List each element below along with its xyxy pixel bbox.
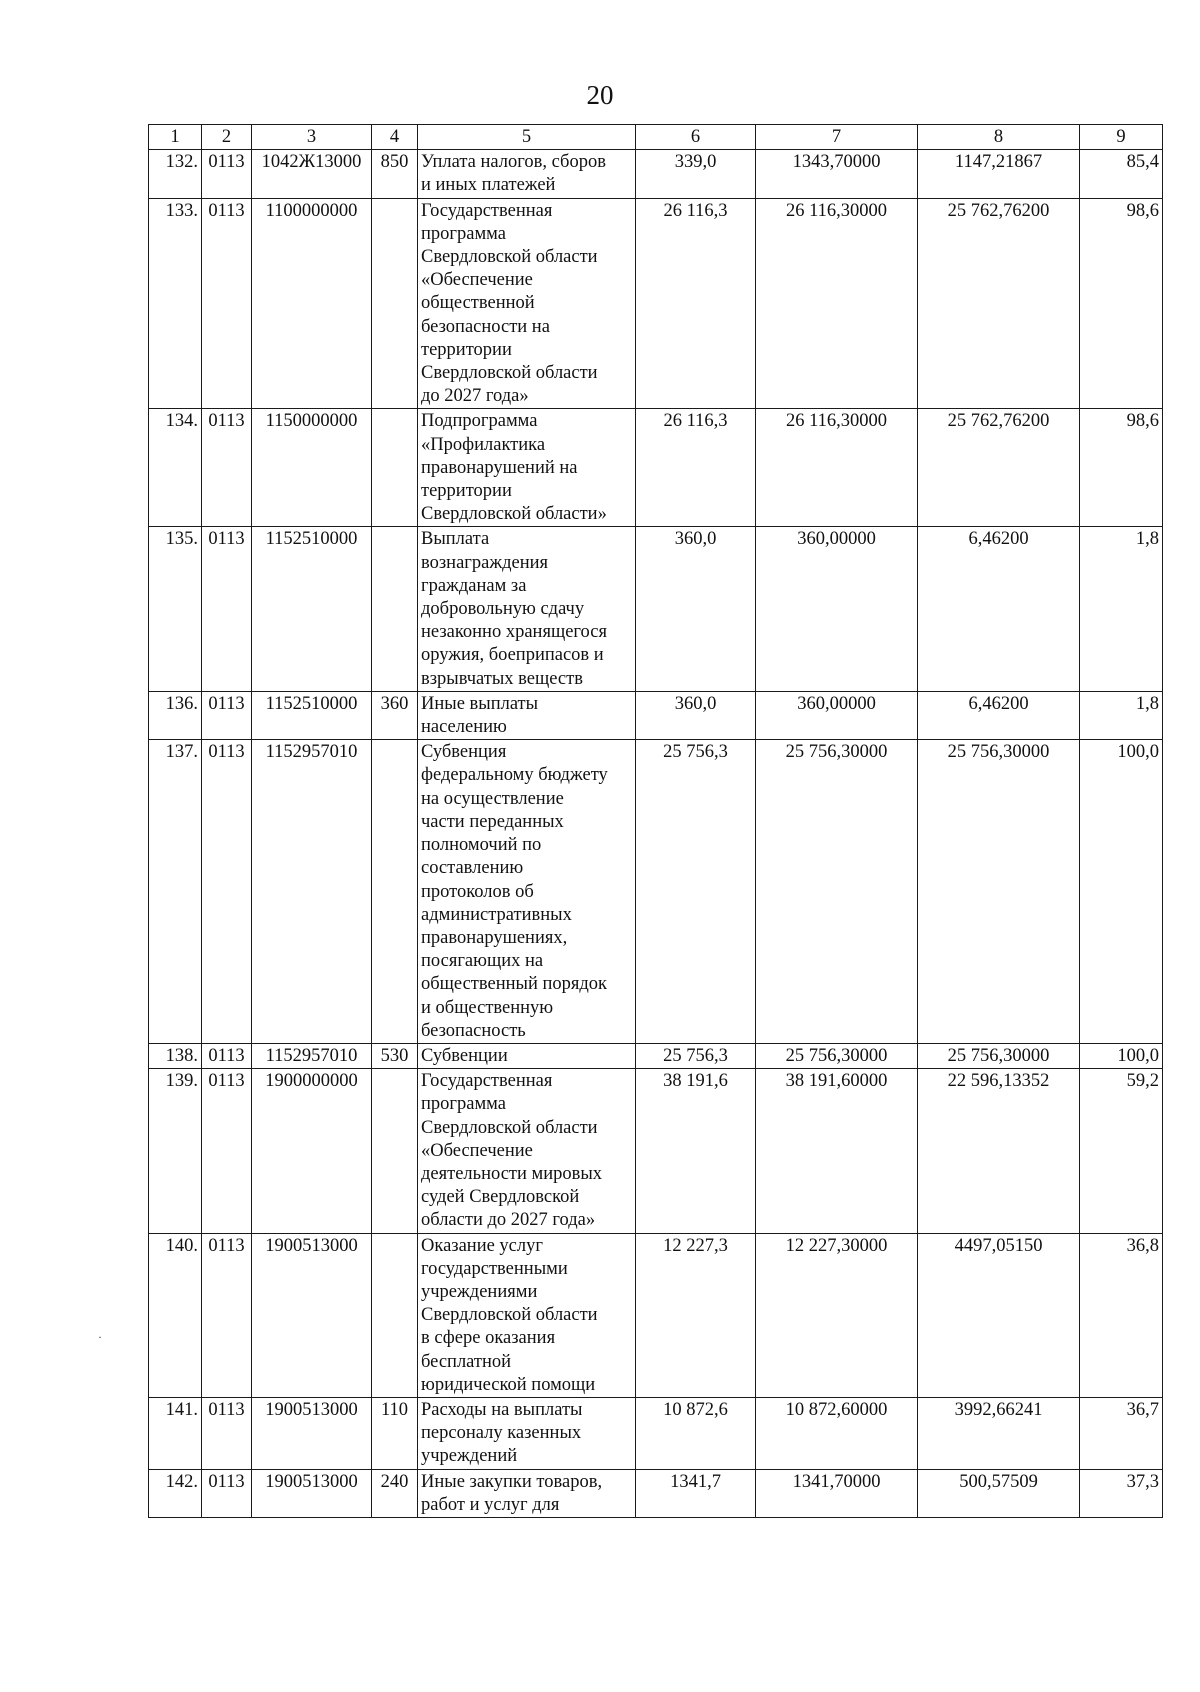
execution-percent-cell: 36,7 xyxy=(1080,1397,1163,1469)
expense-type-code-cell: 850 xyxy=(372,150,418,198)
target-article-code-cell: 1900000000 xyxy=(252,1069,372,1233)
executed-amount-cell: 22 596,13352 xyxy=(918,1069,1080,1233)
table-row xyxy=(149,740,1163,1044)
section-code-cell: 0113 xyxy=(202,1069,252,1233)
approved-amount-cell: 25 756,3 xyxy=(636,740,756,1044)
row-number-cell: 142. xyxy=(149,1469,202,1517)
executed-amount-cell: 1147,21867 xyxy=(918,150,1080,198)
section-code-cell: 0113 xyxy=(202,1469,252,1517)
item-name-cell: Расходы на выплаты персоналу казенных учреждений xyxy=(418,1397,636,1469)
execution-percent-cell: 100,0 xyxy=(1080,740,1163,1044)
expense-type-code-cell: 240 xyxy=(372,1469,418,1517)
approved-amount-cell: 360,0 xyxy=(636,691,756,739)
item-name-cell: Государственная программа Свердловской области «Обеспечение общественной безопасности на территории Свердловской области до 2027 года» xyxy=(418,198,636,409)
target-article-code-cell: 1152957010 xyxy=(252,1043,372,1068)
approved-amount-cell: 26 116,3 xyxy=(636,198,756,409)
section-code-cell: 0113 xyxy=(202,1397,252,1469)
table-row xyxy=(149,527,1163,691)
executed-amount-cell: 25 756,30000 xyxy=(918,740,1080,1044)
planned-amount-cell: 1343,70000 xyxy=(756,150,918,198)
section-code-cell: 0113 xyxy=(202,409,252,527)
approved-amount-cell: 10 872,6 xyxy=(636,1397,756,1469)
table-row xyxy=(149,198,1163,409)
execution-percent-cell: 37,3 xyxy=(1080,1469,1163,1517)
section-code-cell: 0113 xyxy=(202,527,252,691)
column-header-7: 7 xyxy=(756,125,918,150)
row-number-cell: 135. xyxy=(149,527,202,691)
item-name-cell: Подпрограмма «Профилактика правонарушений на территории Свердловской области» xyxy=(418,409,636,527)
planned-amount-cell: 12 227,30000 xyxy=(756,1233,918,1397)
approved-amount-cell: 360,0 xyxy=(636,527,756,691)
approved-amount-cell: 26 116,3 xyxy=(636,409,756,527)
planned-amount-cell: 26 116,30000 xyxy=(756,409,918,527)
table-row xyxy=(149,691,1163,739)
section-code-cell: 0113 xyxy=(202,198,252,409)
column-header-9: 9 xyxy=(1080,125,1163,150)
planned-amount-cell: 1341,70000 xyxy=(756,1469,918,1517)
row-number-cell: 134. xyxy=(149,409,202,527)
expense-type-code-cell xyxy=(372,198,418,409)
column-header-3: 3 xyxy=(252,125,372,150)
row-number-cell: 140. xyxy=(149,1233,202,1397)
table-row xyxy=(149,1069,1163,1233)
table-body xyxy=(149,150,1163,1518)
execution-percent-cell: 100,0 xyxy=(1080,1043,1163,1068)
budget-table xyxy=(148,124,1163,1518)
executed-amount-cell: 500,57509 xyxy=(918,1469,1080,1517)
item-name-cell: Государственная программа Свердловской области «Обеспечение деятельности мировых судей Свердловской области до 2027 года» xyxy=(418,1069,636,1233)
execution-percent-cell: 98,6 xyxy=(1080,409,1163,527)
table-row xyxy=(149,150,1163,198)
approved-amount-cell: 339,0 xyxy=(636,150,756,198)
item-name-cell: Субвенции xyxy=(418,1043,636,1068)
column-header-5: 5 xyxy=(418,125,636,150)
table-row xyxy=(149,409,1163,527)
approved-amount-cell: 25 756,3 xyxy=(636,1043,756,1068)
row-number-cell: 133. xyxy=(149,198,202,409)
item-name-cell: Иные выплаты населению xyxy=(418,691,636,739)
row-number-cell: 138. xyxy=(149,1043,202,1068)
table-row xyxy=(149,1397,1163,1469)
section-code-cell: 0113 xyxy=(202,740,252,1044)
approved-amount-cell: 38 191,6 xyxy=(636,1069,756,1233)
target-article-code-cell: 1042Ж13000 xyxy=(252,150,372,198)
item-name-cell: Иные закупки товаров, работ и услуг для xyxy=(418,1469,636,1517)
row-number-cell: 141. xyxy=(149,1397,202,1469)
executed-amount-cell: 4497,05150 xyxy=(918,1233,1080,1397)
executed-amount-cell: 3992,66241 xyxy=(918,1397,1080,1469)
column-header-4: 4 xyxy=(372,125,418,150)
target-article-code-cell: 1900513000 xyxy=(252,1233,372,1397)
target-article-code-cell: 1152510000 xyxy=(252,691,372,739)
header-row xyxy=(149,125,1163,150)
execution-percent-cell: 1,8 xyxy=(1080,691,1163,739)
expense-type-code-cell: 360 xyxy=(372,691,418,739)
target-article-code-cell: 1900513000 xyxy=(252,1469,372,1517)
execution-percent-cell: 98,6 xyxy=(1080,198,1163,409)
planned-amount-cell: 26 116,30000 xyxy=(756,198,918,409)
planned-amount-cell: 38 191,60000 xyxy=(756,1069,918,1233)
table-row xyxy=(149,1043,1163,1068)
execution-percent-cell: 36,8 xyxy=(1080,1233,1163,1397)
item-name-cell: Выплата вознаграждения гражданам за добровольную сдачу незаконно хранящегося оружия, боеприпасов и взрывчатых веществ xyxy=(418,527,636,691)
column-header-1: 1 xyxy=(149,125,202,150)
expense-type-code-cell: 530 xyxy=(372,1043,418,1068)
planned-amount-cell: 10 872,60000 xyxy=(756,1397,918,1469)
row-number-cell: 132. xyxy=(149,150,202,198)
target-article-code-cell: 1900513000 xyxy=(252,1397,372,1469)
item-name-cell: Оказание услуг государственными учреждениями Свердловской области в сфере оказания бесплатной юридической помощи xyxy=(418,1233,636,1397)
item-name-cell: Уплата налогов, сборов и иных платежей xyxy=(418,150,636,198)
item-name-cell: Субвенция федеральному бюджету на осуществление части переданных полномочий по составлению протоколов об административных правонарушениях, посягающих на общественный порядок и общественную безопасность xyxy=(418,740,636,1044)
executed-amount-cell: 25 756,30000 xyxy=(918,1043,1080,1068)
approved-amount-cell: 12 227,3 xyxy=(636,1233,756,1397)
planned-amount-cell: 25 756,30000 xyxy=(756,740,918,1044)
row-number-cell: 137. xyxy=(149,740,202,1044)
section-code-cell: 0113 xyxy=(202,1043,252,1068)
planned-amount-cell: 360,00000 xyxy=(756,691,918,739)
planned-amount-cell: 25 756,30000 xyxy=(756,1043,918,1068)
column-header-2: 2 xyxy=(202,125,252,150)
section-code-cell: 0113 xyxy=(202,1233,252,1397)
planned-amount-cell: 360,00000 xyxy=(756,527,918,691)
expense-type-code-cell xyxy=(372,527,418,691)
execution-percent-cell: 1,8 xyxy=(1080,527,1163,691)
expense-type-code-cell: 110 xyxy=(372,1397,418,1469)
executed-amount-cell: 6,46200 xyxy=(918,691,1080,739)
section-code-cell: 0113 xyxy=(202,691,252,739)
expense-type-code-cell xyxy=(372,1233,418,1397)
expense-type-code-cell xyxy=(372,740,418,1044)
execution-percent-cell: 85,4 xyxy=(1080,150,1163,198)
executed-amount-cell: 6,46200 xyxy=(918,527,1080,691)
section-code-cell: 0113 xyxy=(202,150,252,198)
target-article-code-cell: 1152957010 xyxy=(252,740,372,1044)
table-row xyxy=(149,1233,1163,1397)
target-article-code-cell: 1100000000 xyxy=(252,198,372,409)
page-number: 20 xyxy=(586,80,614,110)
target-article-code-cell: 1150000000 xyxy=(252,409,372,527)
column-header-6: 6 xyxy=(636,125,756,150)
approved-amount-cell: 1341,7 xyxy=(636,1469,756,1517)
execution-percent-cell: 59,2 xyxy=(1080,1069,1163,1233)
table-row xyxy=(149,1469,1163,1517)
executed-amount-cell: 25 762,76200 xyxy=(918,409,1080,527)
row-number-cell: 136. xyxy=(149,691,202,739)
expense-type-code-cell xyxy=(372,409,418,527)
column-header-8: 8 xyxy=(918,125,1080,150)
row-number-cell: 139. xyxy=(149,1069,202,1233)
executed-amount-cell: 25 762,76200 xyxy=(918,198,1080,409)
scan-speck-mark: · xyxy=(98,1330,102,1344)
target-article-code-cell: 1152510000 xyxy=(252,527,372,691)
expense-type-code-cell xyxy=(372,1069,418,1233)
